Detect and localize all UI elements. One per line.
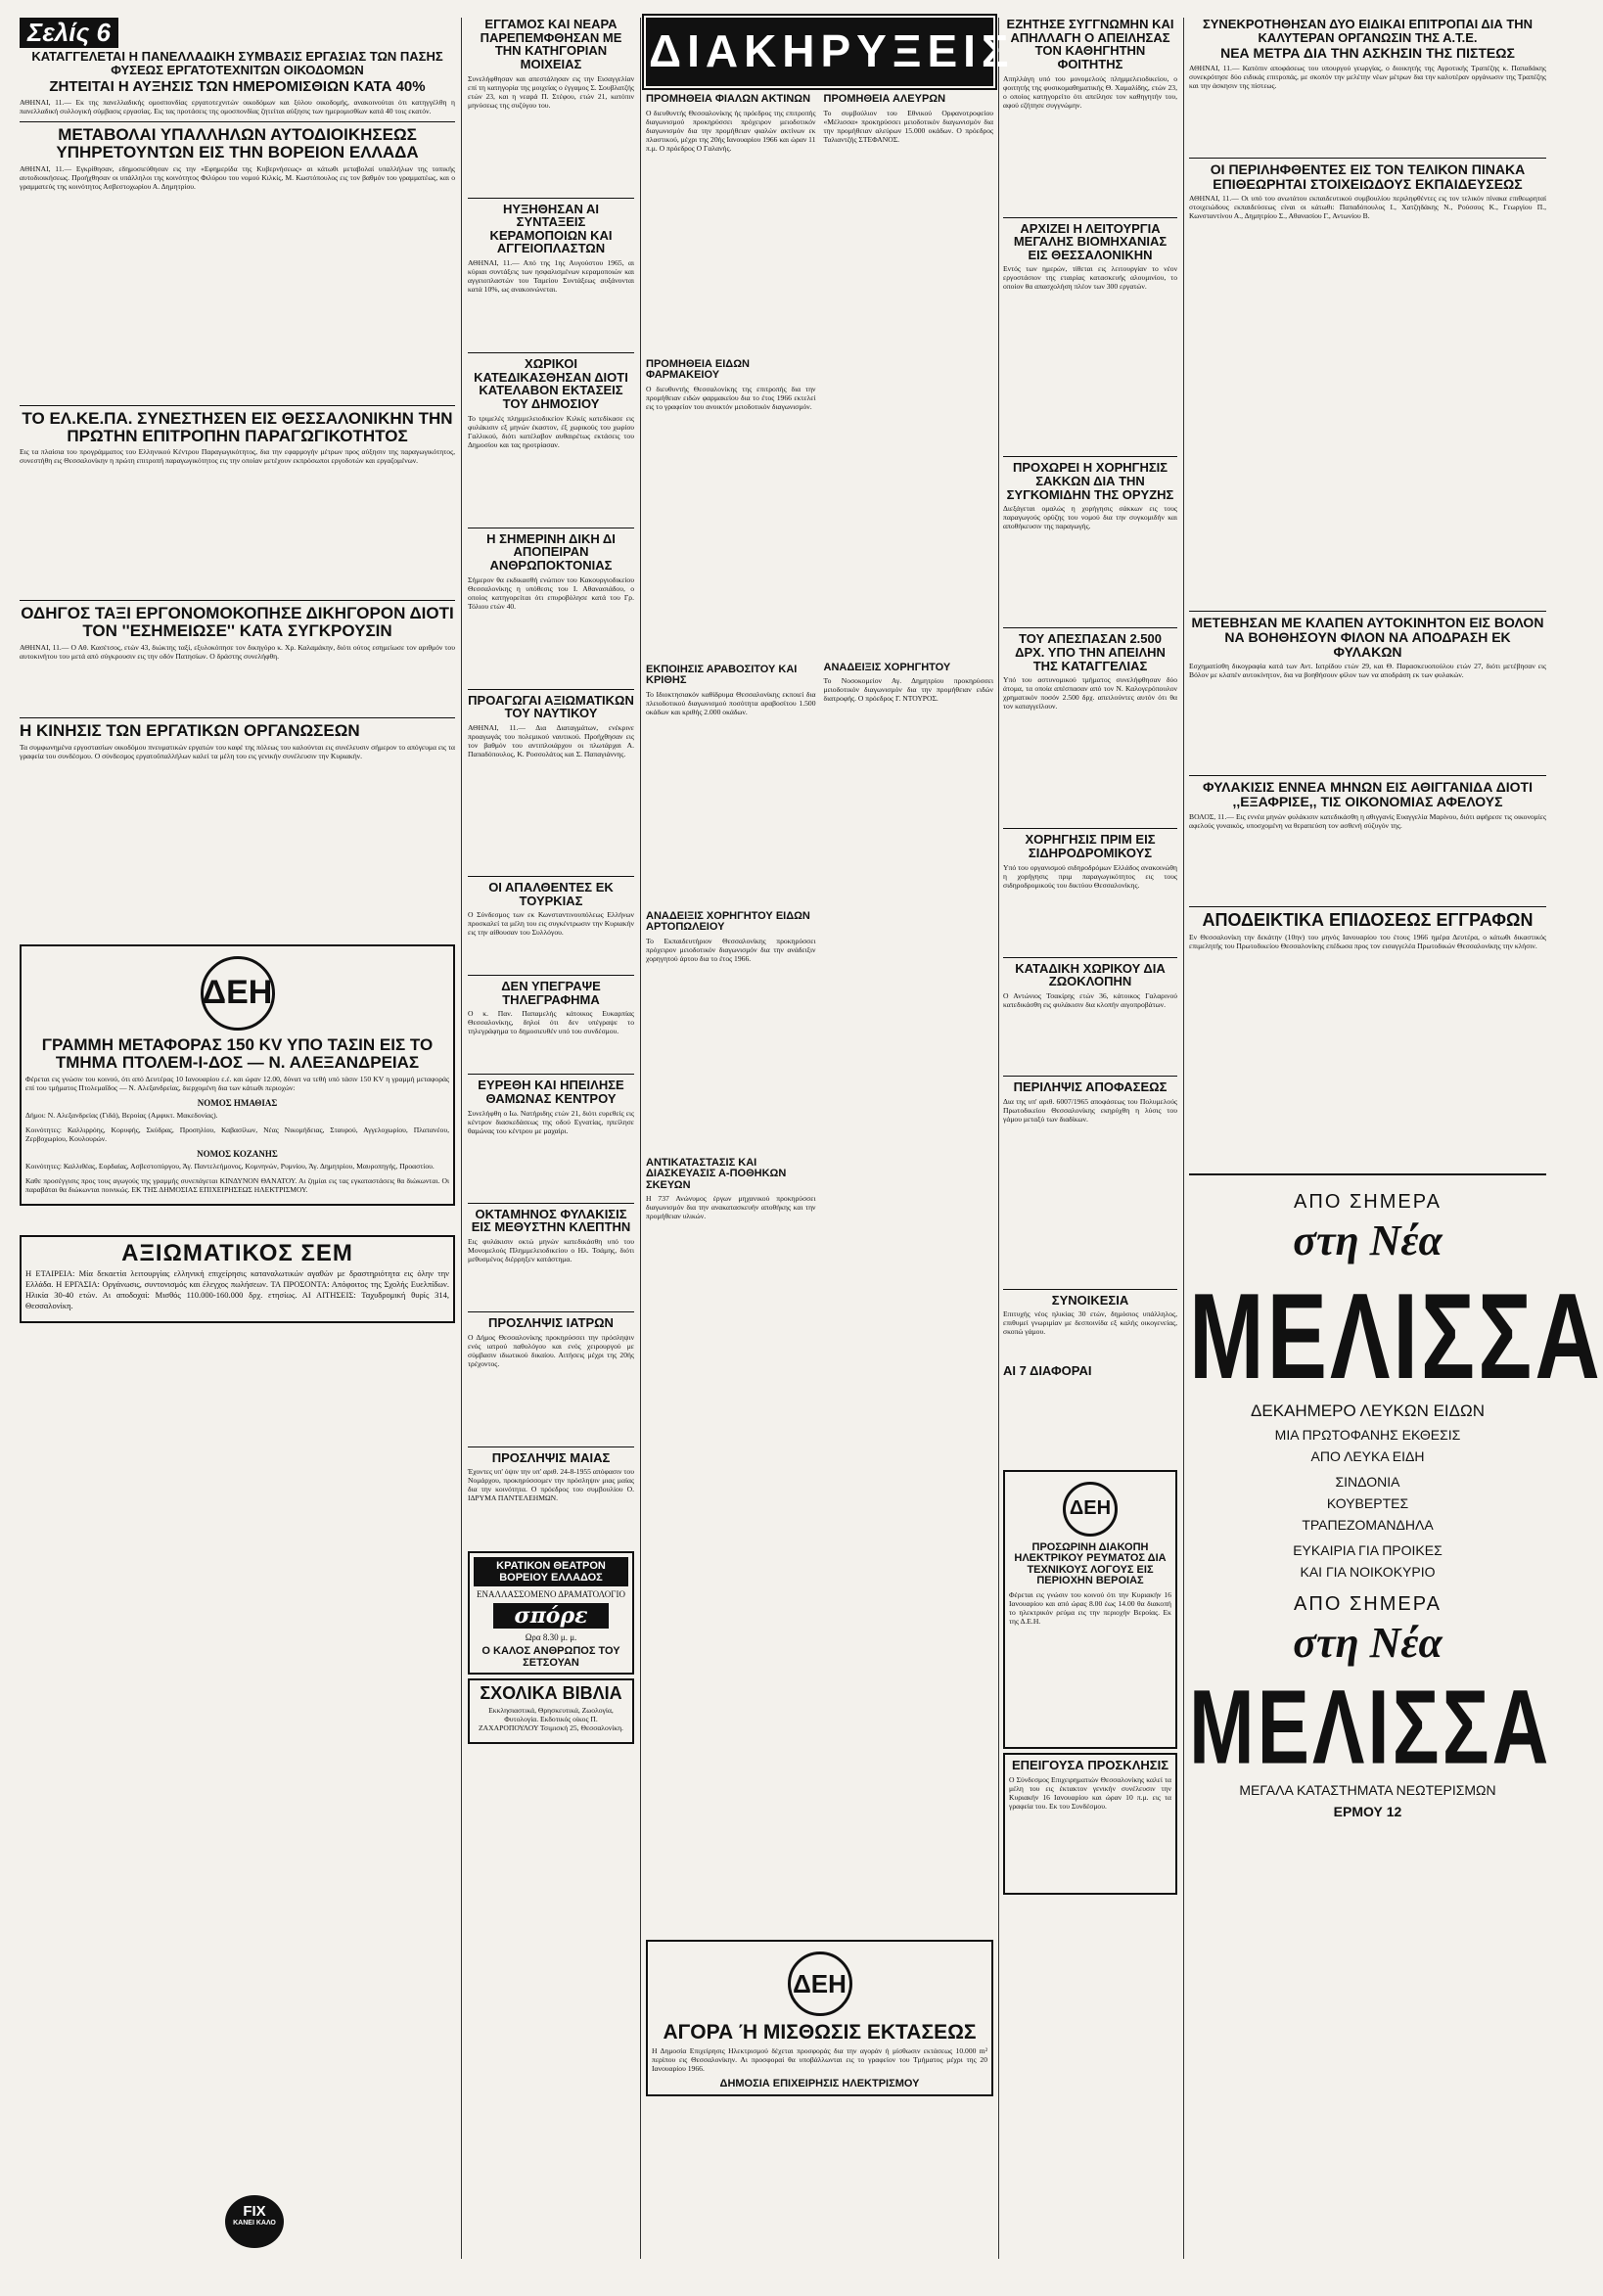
- divider: [1003, 957, 1177, 958]
- notice-heading: ΓΡΑΜΜΗ ΜΕΤΑΦΟΡΑΣ 150 KV ΥΠΟ ΤΑΣΙΝ ΕΙΣ ΤΟ ΤΜΗΜΑ ΠΤΟΛΕΜ-Ι-ΔΟΣ — Ν. ΑΛΕΞΑΝΔΡΕΙΑΣ: [41, 1034, 434, 1072]
- urgent-invitation: [1003, 1753, 1177, 1895]
- notice-text: Φέρεται εις γνώσιν του κοινού, ότι από Δευτέρας 10 Ιανουαρίου ε.έ. και ώραν 12.00, δύνατ να τεθή υπό τάσιν 150 KV η γραμμή μεταφοράς επί του τμήματος Πτολεμαΐδος — Ν. Αλεξανδρείας, διερχομένη δια των κάτωθι περιοχών:: [25, 1074, 449, 1092]
- theater-time: Ωρα 8.30 μ. μ.: [525, 1632, 577, 1643]
- divider: [468, 1074, 634, 1075]
- divider: [1003, 1076, 1177, 1077]
- headline: ΝΕΑ ΜΕΤΡΑ ΔΙΑ ΤΗΝ ΑΣΚΗΣΙΝ ΤΗΣ ΠΙΣΤΕΩΣ: [1220, 45, 1515, 62]
- headline: ΠΡΟΑΓΩΓΑΙ ΑΞΙΩΜΑΤΙΚΩΝ ΤΟΥ ΝΑΥΤΙΚΟΥ: [468, 692, 634, 721]
- divider: [1003, 627, 1177, 628]
- page-label: [20, 18, 455, 48]
- melissa-ad: [1189, 1173, 1603, 1819]
- ad-heading: ΑΞΙΩΜΑΤΙΚΟΣ ΣΕΜ: [121, 1239, 353, 1266]
- notice-text: Ο διευθυντής Θεσσαλονίκης ής πρόεδρος της επιτροπής διαγωνισμού προκηρύσσει πρόχειρον μειοδοτικόν διαγωνισμόν δια την προμήθειαν φιαλών ακτίνων εκ πλαστικού, μέχρι της 20ής Ιανουαρίου 1966 και ώραν 11 π.μ. Ο πρόεδρος Ο Γαλανής.: [646, 108, 816, 153]
- section-banner: ΔΙΑΚΗΡΥΞΕΙΣ: [646, 18, 993, 86]
- notice-title: ΑΝΑΔΕΙΞΙΣ ΧΟΡΗΓΗΤΟΥ: [823, 661, 951, 673]
- divider: [1189, 906, 1546, 907]
- divider: [468, 1311, 634, 1312]
- headline: ΔΕΝ ΥΠΕΓΡΑΨΕ ΤΗΛΕΓΡΑΦΗΜΑ: [501, 979, 601, 1007]
- ad-line: στη Νέα: [1293, 1216, 1443, 1264]
- deh-logo-icon: ΔΕΗ: [788, 1952, 852, 2016]
- article-text: ΑΘΗΝΑΙ, 11.— Εκ της πανελλαδικής ομοσπονδίας εργατοτεχνιτών οικοδόμων και ξύλου οικοδομής, ανακοινούται ότι κατηγγέλθη η πανελλαδική συλλογική σύμβασις εργασίας. Εις τας προτάσεις της ομοσπονδίας ζητείται αύξησις των ημερομισθίων κατά 40 τοις εκατόν.: [20, 98, 455, 116]
- ad-text: Εκκλησιαστικά, Θρησκευτικά, Ζωολογία, Φυτολογία. Εκδοτικός οίκος Π. ΖΑΧΑΡΟΠΟΥΛΟΥ Τσιμισκή 25, Θεσσαλονίκη.: [479, 1706, 623, 1733]
- divider: [468, 352, 634, 353]
- divider: [1189, 158, 1546, 159]
- notice-subheading: ΝΟΜΟΣ ΗΜΑΘΙΑΣ: [197, 1097, 278, 1108]
- notice-text: Το Νοσοκομείον Αγ. Δημητρίου προκηρύσσει μειοδοτικόν διαγωνισμόν δια την προμήθειαν ειδών διατροφής. Ο πρόεδρος Γ. ΝΤΟΥΡΟΣ.: [823, 676, 993, 704]
- notice-text: Δήμοι: Ν. Αλεξανδρείας (Γιδά), Βεροίας (Αμφικτ. Μακεδονίας).: [25, 1110, 218, 1120]
- article-text: ΒΟΛΟΣ, 11.— Εις εννέα μηνών φυλάκισιν κατεδικάσθη η αθιγγανίς Ευαγγελία Μαρίνου, διότι αφήρεσε τις οικονομίες αφελούς γυναικός, υποσχομένη να θεραπεύση τον ασθενή σύζυγόν της.: [1189, 811, 1546, 830]
- ad-line: ΜΕΓΑΛΑ ΚΑΤΑΣΤΗΜΑΤΑ ΝΕΩΤΕΡΙΣΜΩΝ: [1239, 1781, 1496, 1798]
- ad-text: Η ΕΤΑΙΡΕΙΑ: Μία δεκαετία λειτουργίας ελληνική επιχείρησις καταναλωτικών αγαθών με δραστηριότητα εις όλην την Ελλάδα. Η ΕΡΓΑΣΙΑ: Οργάνωσις, συντονισμός και έλεγχος πωλήσεων. ΤΑ ΠΡΟΣΟΝΤΑ: Απόφοιτος της Σχολής Ευελπίδων. Ηλικία 30-40 ετών. Αι αποδοχαί: Μισθός 110.000-160.000 δρχ. ετησίως. ΑΙ ΑΙΤΗΣΕΙΣ: Ταχυδρομική θυρίς 314, Θεσσαλονίκη.: [25, 1267, 449, 1310]
- deh-purchase-ad: [646, 1940, 993, 2096]
- headline: ΣΥΝΕΚΡΟΤΗΘΗΣΑΝ ΔΥΟ ΕΙΔΙΚΑΙ ΕΠΙΤΡΟΠΑΙ ΔΙΑ ΤΗΝ ΚΑΛΥΤΕΡΑΝ ΟΡΓΑΝΩΣΙΝ ΤΗΣ Α.Τ.Ε.: [1202, 17, 1534, 45]
- divider: [468, 198, 634, 199]
- power-cut-notice: [1003, 1470, 1177, 1749]
- article-text: Υπό του αστυνομικού τμήματος συνελήφθησαν δύο άτομα, τα οποία απέσπασαν από τον Ν. Καλογερόπουλον χρηματικόν ποσόν 2.500 δρχ. απειλούντες αυτόν ότι θα τον καταγγείλουν.: [1003, 675, 1177, 712]
- article-text: Εσχηματίσθη δικογραφία κατά των Αντ. Ιατρίδου ετών 29, και Θ. Παρασκευοπούλου ετών 27, διότι μετέβησαν εις Βόλον με κλαπέν αυτοκίνητον, δια να βοηθήσουν φίλον των να αποδράση εκ των φυλακών.: [1189, 662, 1546, 680]
- divider: [468, 975, 634, 976]
- article-text: Συνελήφθη ο Ιω. Νατήριδης ετών 21, διότι ευρεθείς εις κέντρον διασκεδάσεως της οδού Εγνατίας, ηπείλησε θαμώνας του κέντρου με μαχαίρι.: [468, 1108, 634, 1135]
- headline: ΕΥΡΕΘΗ ΚΑΙ ΗΠΕΙΛΗΣΕ ΘΑΜΩΝΑΣ ΚΕΝΤΡΟΥ: [478, 1078, 624, 1107]
- divider: [1003, 828, 1177, 829]
- divider: [20, 717, 455, 718]
- headline: ΟΔΗΓΟΣ ΤΑΞΙ ΕΡΓΟΝΟΜΟΚΟΠΗΣΕ ΔΙΚΗΓΟΡΟΝ ΔΙΟΤΙ ΤΟΝ ''ΕΣΗΜΕΙΩΣΕ'' ΚΑΤΑ ΣΥΓΚΡΟΥΣΙΝ: [21, 604, 454, 641]
- headline: ΦΥΛΑΚΙΣΙΣ ΕΝΝΕΑ ΜΗΝΩΝ ΕΙΣ ΑΘΙΓΓΑΝΙΔΑ ΔΙΟΤΙ ,,ΕΞΑΦΡΙΣΕ,, ΤΙΣ ΟΙΚΟΝΟΜΙΑΣ ΑΦΕΛΟΥΣ: [1203, 779, 1533, 810]
- article-text: Υπό του οργανισμού σιδηροδρόμων Ελλάδος ανακοινώθη η χορήγησις πριμ παραγωγικότητος εις τους σιδηροδρομικούς του δικτύου Θεσσαλονίκης.: [1003, 862, 1177, 890]
- sem-ad: [20, 1235, 455, 1323]
- headline: ΟΙ ΑΠΑΛΘΕΝΤΕΣ ΕΚ ΤΟΥΡΚΙΑΣ: [488, 879, 614, 908]
- column-rule: [461, 18, 462, 2259]
- divider: [1189, 611, 1546, 612]
- spacer: [1003, 1378, 1177, 1466]
- divider: [1189, 775, 1546, 776]
- fix-logo-slogan: ΚΑΝΕΙ ΚΑΛΟ: [233, 2220, 276, 2227]
- headline: ΧΟΡΗΓΗΣΙΣ ΠΡΙΜ ΕΙΣ ΣΙΔΗΡΟΔΡΟΜΙΚΟΥΣ: [1025, 832, 1156, 860]
- column-4: [1003, 18, 1177, 2259]
- column-rule: [640, 18, 641, 2259]
- column-rule: [998, 18, 999, 2259]
- article-text: ΑΘΗΝΑΙ, 11.— Δια Διαταγμάτων, ενέκρινε προαγωγάς του πολεμικού ναυτικού. Προήχθησαν εις τον βαθμόν του αντιπλοιάρχου οι πλωτάρχαι Α. Παπαδόπουλος, Κ. Ροσσολάτος και Σ. Παπαγιάννης.: [468, 722, 634, 758]
- ad-item: ΣΙΝΔΟΝΙΑ: [1335, 1473, 1400, 1490]
- newspaper-page: [20, 17, 1603, 2259]
- ad-item: ΤΡΑΠΕΖΟΜΑΝΔΗΛΑ: [1302, 1516, 1434, 1533]
- column-5: [1189, 17, 1603, 2259]
- divider: [1003, 217, 1177, 218]
- ad-line: ΕΥΚΑΙΡΙΑ ΓΙΑ ΠΡΟΙΚΕΣ: [1293, 1541, 1443, 1558]
- article-text: Ο Σύνδεσμος των εκ Κωνσταντινουπόλεως Ελλήνων προσκαλεί τα μέλη του εις συγκέντρωσιν την Κυριακήν εις την αίθουσαν του Συλλόγου.: [468, 910, 634, 938]
- ad-heading: ΣΧΟΛΙΚΑ ΒΙΒΛΙΑ: [480, 1683, 622, 1704]
- deh-notice: [20, 944, 455, 1206]
- headline: ΑΡΧΙΖΕΙ Η ΛΕΙΤΟΥΡΓΙΑ ΜΕΓΑΛΗΣ ΒΙΟΜΗΧΑΝΙΑΣ ΕΙΣ ΘΕΣΣΑΛΟΝΙΚΗΝ: [1013, 220, 1168, 262]
- headline: ΣΥΝΟΙΚΕΣΙΑ: [1051, 1292, 1129, 1308]
- theater-play: Ο ΚΑΛΟΣ ΑΝΘΡΩΠΟΣ ΤΟΥ ΣΕΤΣΟΥΑΝ: [481, 1645, 620, 1669]
- headline: ΚΑΤΑΓΓΕΛΕΤΑΙ Η ΠΑΝΕΛΛΑΔΙΚΗ ΣΥΜΒΑΣΙΣ ΕΡΓΑΣΙΑΣ ΤΩΝ ΠΑΣΗΣ ΦΥΣΕΩΣ ΕΡΓΑΤΟΤΕΧΝΙΤΩΝ ΟΙΚΟΔΟΜΩΝ: [31, 49, 443, 77]
- headline: ΧΩΡΙΚΟΙ ΚΑΤΕΔΙΚΑΣΘΗΣΑΝ ΔΙΟΤΙ ΚΑΤΕΛΑΒΟΝ ΕΚΤΑΣΕΙΣ ΤΟΥ ΔΗΜΟΣΙΟΥ: [474, 356, 628, 412]
- headline: ΠΡΟΣΛΗΨΙΣ ΙΑΤΡΩΝ: [488, 1315, 614, 1331]
- ad-item: ΚΟΥΒΕΡΤΕΣ: [1326, 1494, 1409, 1511]
- column-2: [468, 18, 634, 2259]
- theater-brand: σπόρε: [493, 1603, 609, 1629]
- divider: [20, 600, 455, 601]
- headline: ΑΠΟΔΕΙΚΤΙΚΑ ΕΠΙΔΟΣΕΩΣ ΕΓΓΡΑΦΩΝ: [1202, 909, 1534, 930]
- ad-address: ΕΡΜΟΥ 12: [1333, 1803, 1402, 1819]
- headline: ΤΟΥ ΑΠΕΣΠΑΣΑΝ 2.500 ΔΡΧ. ΥΠΟ ΤΗΝ ΑΠΕΙΛΗΝ ΤΗΣ ΚΑΤΑΓΓΕΛΙΑΣ: [1015, 631, 1166, 673]
- ad-items: [1189, 1474, 1546, 1533]
- ad-heading: ΑΓΟΡΑ Ή ΜΙΣΘΩΣΙΣ ΕΚΤΑΣΕΩΣ: [663, 2021, 977, 2043]
- article-text: Επιτυχής νέος ηλικίας 30 ετών, δημόσιος υπάλληλος, επιθυμεί γνωριμίαν με δεσποινίδα εξ καλής οικογενείας, σκοπώ γάμου.: [1003, 1309, 1177, 1337]
- headline: ΕΖΗΤΗΣΕ ΣΥΓΓΝΩΜΗΝ ΚΑΙ ΑΠΗΛΛΑΓΗ Ο ΑΠΕΙΛΗΣΑΣ ΤΟΝ ΚΑΘΗΓΗΤΗΝ ΦΟΙΤΗΤΗΣ: [1006, 17, 1174, 71]
- ad-line: στη Νέα: [1293, 1618, 1443, 1667]
- column-rule: [1183, 18, 1184, 2259]
- fix-logo: [225, 2195, 284, 2248]
- notice-text: Κοινότητες: Καλλιθέας, Εορδαίας, Ασβεστοπύργου, Άγ. Παντελεήμονος, Κομνηνών, Ρυμνίου, Άγ. Δημητρίου, Μαυροπηγής, Προαστίου.: [25, 1161, 435, 1171]
- article-text: Ο Δήμος Θεσσαλονίκης προκηρύσσει την πρόσληψιν ενός ιατρού παθολόγου και ενός χειρουργού με σύμβασιν ιδιωτικού δικαίου. Αιτήσεις μέχρι της 20ής τρέχοντος.: [468, 1332, 634, 1368]
- divider: [468, 1203, 634, 1204]
- article-text: Συνελήφθησαν και απεστάλησαν εις την Εισαγγελίαν επί τη κατηγορία της μοιχείας ο έγγαμος Σ. Σουβλατζής ετών 23, και η νεαρά Π. Στέφου, ετών 21, κατόπιν μηνύσεως της συζύγου του.: [468, 73, 634, 110]
- article-text: Εις τα πλαίσια του προγράμματος του Ελληνικού Κέντρου Παραγωγικότητος, δια την εφαρμογήν μέτρων προς αύξησιν της παραγωγικότητος, συνεστήθη εις Θεσσαλονίκην η πρώτη επιτροπή παραγωγικότητος εις την οποίαν μετέχουν εκπρόσωποι εργοδοτών και εργαζομένων.: [20, 447, 455, 466]
- notice-heading: ΕΠΕΙΓΟΥΣΑ ΠΡΟΣΚΛΗΣΙΣ: [1011, 1758, 1168, 1772]
- article-text: Ο Αντώνιος Τσακίρης ετών 36, κάτοικος Γαλαρινού κατεδικάσθη εις φυλάκισιν δια κλοπήν αιγοπροβάτων.: [1003, 990, 1177, 1009]
- notice-text: Το Εκπαιδευτήριον Θεσσαλονίκης προκηρύσσει πρόχειρον μειοδοτικόν διαγωνισμόν δια την ανάδειξιν χορηγητού άρτου δια το έτος 1966.: [646, 936, 816, 963]
- ad-brand: ΜΕΛΙΣΣΑ: [1189, 1667, 1552, 1786]
- article-text: Απηλλάγη υπό του μονομελούς πλημμελειοδικείου, ο φοιτητής της φυσικομαθηματικής Θ. Χαμαλίδης, ετών 23, ο οποίος κατηγορείτο ότι απείλησε τον καθηγητήν του, αφού εζήτησε συγγνώμην.: [1003, 73, 1177, 110]
- headline: ΑΙ 7 ΔΙΑΦΟΡΑΙ: [1003, 1363, 1092, 1379]
- headline: ΠΡΟΧΩΡΕΙ Η ΧΟΡΗΓΗΣΙΣ ΣΑΚΚΩΝ ΔΙΑ ΤΗΝ ΣΥΓΚΟΜΙΔΗΝ ΤΗΣ ΟΡΥΖΗΣ: [1006, 460, 1174, 502]
- notice-text: Καθε προσέγγισις προς τους αγωγούς της γραμμής συνεπάγεται ΚΙΝΔΥΝΟΝ ΘΑΝΑΤΟΥ. Αι ζημίαι εις τας εγκαταστάσεις θα διώκωνται. Οι παραβάται θα διώκωνται ποινικώς. ΕΚ ΤΗΣ ΔΗΜΟΣΙΑΣ ΕΠΙΧΕΙΡΗΣΕΩΣ ΗΛΕΚΤΡΙΣΜΟΥ.: [25, 1175, 449, 1194]
- notice-text: Ο διευθυντής Θεσσαλονίκης της επιτροπής δια την προμήθειαν ειδών φαρμακείου δια το έτος 1966 εκτελεί εις το γραφείον του ανοικτόν μειοδοτικόν διαγωνισμόν.: [646, 384, 816, 411]
- notice-title: ΑΝΑΔΕΙΞΙΣ ΧΟΡΗΓΗΤΟΥ ΕΙΔΩΝ ΑΡΤΟΠΩΛΕΙΟΥ: [646, 909, 810, 934]
- headline: ΗΥΞΗΘΗΣΑΝ ΑΙ ΣΥΝΤΑΞΕΙΣ ΚΕΡΑΜΟΠΟΙΩΝ ΚΑΙ ΑΓΓΕΙΟΠΛΑΣΤΩΝ: [489, 201, 613, 256]
- article-text: Διεξάγεται ομαλώς η χορήγησις σάκκων εις τους παραγωγούς ορύζης του νομού δια την συγκομιδήν και αποθήκευσιν της παραγωγής.: [1003, 504, 1177, 531]
- headline: ΖΗΤΕΙΤΑΙ Η ΑΥΞΗΣΙΣ ΤΩΝ ΗΜΕΡΟΜΙΣΘΙΩΝ ΚΑΤΑ 40%: [49, 78, 426, 96]
- ad-line: ΑΠΟ ΣΗΜΕΡΑ: [1294, 1190, 1442, 1213]
- fix-logo-text: FIX: [243, 2203, 266, 2220]
- notice-text: Το Ιδιοκτησιακόν καθίδρυμα Θεσσαλονίκης εκποιεί δια πλειοδοτικού διαγωνισμού ποσότητα αραβοσίτου 1.500 οκάδων και κριθής 2.000 οκάδων.: [646, 689, 816, 716]
- ad-line: ΔΕΚΑΗΜΕΡΟ ΛΕΥΚΩΝ ΕΙΔΩΝ: [1251, 1401, 1485, 1420]
- divider: [20, 121, 455, 122]
- article-text: Ο κ. Παν. Παπαμελής κάτοικος Ευκαρπίας Θεσσαλονίκης, δηλοί ότι δεν υπέγραψε το τηλεγράφημα το δημοσιευθέν υπό του συνδέσμου.: [468, 1009, 634, 1036]
- notice-text: Φέρεται εις γνώσιν του κοινού ότι την Κυριακήν 16 Ιανουαρίου και από ώρας 8.00 έως 14.00 θα διακοπή το ηλεκτρικόν ρεύμα εις την περιοχήν Βεροίας. Εκ της Δ.Ε.Η.: [1009, 1590, 1171, 1626]
- theater-title: ΚΡΑΤΙΚΟΝ ΘΕΑΤΡΟΝ ΒΟΡΕΙΟΥ ΕΛΛΑΔΟΣ: [474, 1557, 628, 1586]
- article-text: Δια της υπ' αριθ. 6007/1965 αποφάσεως του Πολυμελούς Πρωτοδικείου Θεσσαλονίκης εκηρύχθη η λύσις του γάμου μεταξύ των διαδίκων.: [1003, 1096, 1177, 1124]
- column-1: [20, 18, 455, 2259]
- headline: ΜΕΤΕΒΗΣΑΝ ΜΕ ΚΛΑΠΕΝ ΑΥΤΟΚΙΝΗΤΟΝ ΕΙΣ ΒΟΛΟΝ ΝΑ ΒΟΗΘΗΣΟΥΝ ΦΙΛΟΝ ΝΑ ΑΠΟΔΡΑΣΗ ΕΚ ΦΥΛΑΚΩΝ: [1191, 615, 1544, 660]
- notice-text: Κοινότητες: Καλλιρρόης, Κορυφής, Σκύδρας, Προσηλίου, Καβασίλων, Νέας Νικομήδειας, Σταυρού, Αγγελοχωρίου, Πλατανέου, Ζερβοχωρίου, Κουλουρών.: [25, 1125, 449, 1143]
- ad-line: ΚΑΙ ΓΙΑ ΝΟΙΚΟΚΥΡΙΟ: [1300, 1563, 1436, 1580]
- article-text: ΑΘΗΝΑΙ, 11.— Κατόπιν αποφάσεως του υπουργού γεωργίας, ο διοικητής της Αγροτικής Τραπέζης κ. Παπαδάκης συνεκρότησε δύο ειδικάς επιτροπάς, με σκοπόν την μελέτην νέων μέτρων δια την καλυτέραν οργάνωσιν της Τραπέζης και την άσκησιν της πίστεως.: [1189, 63, 1546, 90]
- notice-title: ΑΝΤΙΚΑΤΑΣΤΑΣΙΣ ΚΑΙ ΔΙΑΣΚΕΥΑΣΙΣ Α-ΠΟΘΗΚΩΝ ΣΚΕΥΩΝ: [646, 1156, 787, 1191]
- divider: [1003, 456, 1177, 457]
- ad-brand: ΜΕΛΙΣΣΑ: [1189, 1268, 1603, 1404]
- notice-subheading: ΝΟΜΟΣ ΚΟΖΑΝΗΣ: [197, 1148, 278, 1159]
- article-text: Το τριμελές πλημμελειοδικείον Κιλκίς κατεδίκασε εις φυλάκισιν εξ μηνών έκαστον, έξ χωρικούς του χωρίου Γαλλικού, διότι κατέλαβον αυθαιρέτως εκτάσεις του Δημοσίου και τας ηροτρίασαν.: [468, 413, 634, 449]
- divider: [468, 1446, 634, 1447]
- headline: ΤΟ ΕΛ.ΚΕ.ΠΑ. ΣΥΝΕΣΤΗΣΕΝ ΕΙΣ ΘΕΣΣΑΛΟΝΙΚΗΝ ΤΗΝ ΠΡΩΤΗΝ ΕΠΙΤΡΟΠΗΝ ΠΑΡΑΓΩΓΙΚΟΤΗΤΟΣ: [22, 408, 453, 445]
- notice-heading: ΠΡΟΣΩΡΙΝΗ ΔΙΑΚΟΠΗ ΗΛΕΚΤΡΙΚΟΥ ΡΕΥΜΑΤΟΣ ΔΙΑ ΤΕΧΝΙΚΟΥΣ ΛΟΓΟΥΣ ΕΙΣ ΠΕΡΙΟΧΗΝ ΒΕΡΟΙΑΣ: [1014, 1540, 1167, 1587]
- article-text: ΑΘΗΝΑΙ, 11.— Από της 1ης Αυγούστου 1965, αι κύριαι συντάξεις των ησφαλισμένων κεραμοποιών και αγγειοπλαστών του Ταμείου Συντάξεως αυξάνονται κατά 10%, ως ανακοινώνεται.: [468, 258, 634, 295]
- notices-left: [646, 94, 816, 1376]
- notice-text: Η 737 Ανώνυμος έργων μηχανικού προκηρύσσει διαγωνισμόν δια την ανακατασκευήν αποθήκης και την προμήθειαν υλικών.: [646, 1194, 816, 1221]
- headline: ΚΑΤΑΔΙΚΗ ΧΩΡΙΚΟΥ ΔΙΑ ΖΩΟΚΛΟΠΗΝ: [1015, 960, 1166, 989]
- notices-right: [824, 94, 994, 1376]
- article-text: Σήμερον θα εκδικασθή ενώπιον του Κακουργιοδικείου Θεσσαλονίκης η υπόθεσις του Ι. Αθανασιάδου, ο οποίος κατηγορείται ότι επυροβόλησε κατά του Γρ. Τόλιου ετών 40.: [468, 574, 634, 611]
- divider: [468, 689, 634, 690]
- article-text: ΑΘΗΝΑΙ, 11.— Ο Αθ. Κασέτσος, ετών 43, διώκτης ταξί, εξυλοκόπησε τον δικηγόρο κ. Χρ. Καλαμάκην, διότι ούτος εσημείωσε τον αριθμόν του αυτοκινήτου του μετά από σύγκρουσιν εις την οδόν Πατησίων. Ο δράστης συνελήφθη.: [20, 643, 455, 662]
- notice-title: ΠΡΟΜΗΘΕΙΑ ΑΛΕΥΡΩΝ: [823, 93, 946, 105]
- article-text: Έχοντες υπ' όψιν την υπ' αριθ. 24-8-1955 απόφασιν του Νομάρχου, προκηρύσσομεν την πρόσληψιν μιας μαίας δια την κοινότητα. Ο πρόεδρος του συμβουλίου Ο. ΙΔΡΥΜΑ ΠΑΝΤΕΛΕΗΜΩΝ.: [468, 1467, 634, 1503]
- ad-line: ΑΠΟ ΛΕΥΚΑ ΕΙΔΗ: [1310, 1447, 1425, 1464]
- ad-text: Η Δημοσία Επιχείρησις Ηλεκτρισμού δέχεται προσφοράς δια την αγοράν ή μίσθωσιν εκτάσεως 10.000 m² περίπου εις Θεσσαλονίκην. Αι προσφοραί θα υποβάλλωνται εις το γραφείον του Τμήματος μέχρι της 20 Ιανουαρίου 1966.: [652, 2046, 987, 2074]
- headline: ΠΕΡΙΛΗΨΙΣ ΑΠΟΦΑΣΕΩΣ: [1013, 1079, 1168, 1094]
- theater-ad: [468, 1551, 634, 1675]
- headline: ΜΕΤΑΒΟΛΑΙ ΥΠΑΛΛΗΛΩΝ ΑΥΤΟΔΙΟΙΚΗΣΕΩΣ ΥΠΗΡΕΤΟΥΝΤΩΝ ΕΙΣ ΤΗΝ ΒΟΡΕΙΟΝ ΕΛΛΑΔΑ: [56, 125, 419, 161]
- deh-logo-icon: ΔΕΗ: [201, 956, 275, 1031]
- theater-subtitle: ΕΝΑΛΛΑΣΣΟΜΕΝΟ ΔΡΑΜΑΤΟΛΟΓΙΟ: [476, 1589, 626, 1600]
- article-text: Τα συμφωνημένα εργοστασίων οικοδόμου πνευματικών εργατών του καφέ της πόλεως του καλούνται εις συνέλευσιν σήμερον το απόγευμα εις τα γραφεία του συνδέσμου. Ο σύνδεσμος εργατοϋπαλλήλων καλεί τα μέλη του εις γενικήν συνέλευσιν την Κυριακήν.: [20, 742, 455, 760]
- notice-title: ΠΡΟΜΗΘΕΙΑ ΕΙΔΩΝ ΦΑΡΜΑΚΕΙΟΥ: [646, 357, 750, 382]
- column-3: [646, 18, 1015, 2259]
- divider: [20, 405, 455, 406]
- headline: ΟΙ ΠΕΡΙΛΗΦΘΕΝΤΕΣ ΕΙΣ ΤΟΝ ΤΕΛΙΚΟΝ ΠΙΝΑΚΑ ΕΠΙΘΕΩΡΗΤΑΙ ΣΤΟΙΧΕΙΩΔΟΥΣ ΕΚΠΑΙΔΕΥΣΕΩΣ: [1210, 161, 1526, 192]
- notice-text: Ο Σύνδεσμος Επιχειρηματιών Θεσσαλονίκης καλεί τα μέλη του εις έκτακτον γενικήν συνέλευσιν την Κυριακήν 16 Ιανουαρίου και ώραν 10 π.μ. εις τα γραφεία του. Εκ του Συνδέσμου.: [1009, 1774, 1171, 1811]
- ad-line: ΜΙΑ ΠΡΩΤΟΦΑΝΗΣ ΕΚΘΕΣΙΣ: [1274, 1426, 1461, 1443]
- divider: [1003, 1289, 1177, 1290]
- notice-title: ΕΚΠΟΙΗΣΙΣ ΑΡΑΒΟΣΙΤΟΥ ΚΑΙ ΚΡΙΘΗΣ: [646, 663, 798, 687]
- article-text: Εν Θεσσαλονίκη την δεκάτην (10ην) του μηνός Ιανουαρίου του έτους 1966 ημέρα Δευτέρα, ο κάτωθι δικαστικός επιμελητής του Πρωτοδικείου Θεσσαλονίκης επέδωσα προς τον εισαγγελέα Πρωτοδικών Θεσσαλονίκης την κλήσιν.: [1189, 932, 1546, 950]
- notice-title: ΠΡΟΜΗΘΕΙΑ ΦΙΑΛΩΝ ΑΚΤΙΝΩΝ: [646, 93, 811, 105]
- divider: [468, 876, 634, 877]
- school-books-ad: [468, 1678, 634, 1744]
- ad-line: ΑΠΟ ΣΗΜΕΡΑ: [1294, 1592, 1442, 1615]
- article-text: ΑΘΗΝΑΙ, 11.— Εγκρίθησαν, εδημοσιεύθησαν εις την «Εφημερίδα της Κυβερνήσεως» αι κάτωθι μεταβολαί υπαλλήλων της τοπικής αυτοδιοικήσεως. Προήχθησαν οι υπάλληλοι της κοινότητος Φιλύρου του νομού Κιλκίς, Μ. Κωστόπουλος εις τον βαθμόν του γραμματέως, και ο γραμματεύς της κοινότητος Ασβεστοχωρίου Α. Δημητρίου.: [20, 163, 455, 191]
- deh-logo-icon: ΔΕΗ: [1063, 1482, 1118, 1537]
- ad-signature: ΔΗΜΟΣΙΑ ΕΠΙΧΕΙΡΗΣΙΣ ΗΛΕΚΤΡΙΣΜΟΥ: [719, 2078, 920, 2090]
- headline: Η ΚΙΝΗΣΙΣ ΤΩΝ ΕΡΓΑΤΙΚΩΝ ΟΡΓΑΝΩΣΕΩΝ: [20, 721, 360, 741]
- article-text: ΑΘΗΝΑΙ, 11.— Οι υπό του ανωτάτου εκπαιδευτικού συμβουλίου περιληφθέντες εις τον τελικόν πίνακα επιθεωρηταί στοιχειώδους εκπαιδεύσεως είναι οι κάτωθι: Παπαδόπουλος Ι., Χατζηδάκης Ν., Ρούσσος Κ., Γεωργίου Π., Κωνσταντίνου Α., Δημητρίου Σ., Αθανασίου Γ., Αντωνίου Β.: [1189, 194, 1546, 221]
- article-text: Εντός των ημερών, τίθεται εις λειτουργίαν το νέον εργοστάσιον της εταιρίας κατασκευής αλουμινίου, το οποίον θα απασχολήση πλέον των 300 εργατών.: [1003, 264, 1177, 292]
- notices-grid: [646, 94, 993, 1376]
- headline: ΕΓΓΑΜΟΣ ΚΑΙ ΝΕΑΡΑ ΠΑΡΕΠΕΜΦΘΗΣΑΝ ΜΕ ΤΗΝ ΚΑΤΗΓΟΡΙΑΝ ΜΟΙΧΕΙΑΣ: [480, 17, 622, 71]
- article-text: Εις φυλάκισιν οκτώ μηνών κατεδικάσθη υπό του Μονομελούς Πλημμελειοδικείου ο Ηλ. Τσάμης, διότι μεθυσμένος διέρρηξεν κατάστημα.: [468, 1237, 634, 1264]
- headline: ΟΚΤΑΜΗΝΟΣ ΦΥΛΑΚΙΣΙΣ ΕΙΣ ΜΕΘΥΣΤΗΝ ΚΛΕΠΤΗΝ: [471, 1206, 631, 1235]
- notice-text: Το συμβούλιον του Εθνικού Ορφανοτροφείου «Μέλισσα» προκηρύσσει μειοδοτικόν διαγωνισμόν δια την προμήθειαν αλεύρων 15.000 οκάδων. Ο πρόεδρος Ταλιαντζής ΣΤΕΦΑΝΟΣ.: [823, 108, 993, 144]
- section-label: Σελίς 6: [20, 18, 118, 48]
- headline: ΠΡΟΣΛΗΨΙΣ ΜΑΙΑΣ: [491, 1449, 611, 1465]
- headline: Η ΣΗΜΕΡΙΝΗ ΔΙΚΗ ΔΙ ΑΠΟΠΕΙΡΑΝ ΑΝΘΡΩΠΟΚΤΟΝΙΑΣ: [486, 530, 616, 573]
